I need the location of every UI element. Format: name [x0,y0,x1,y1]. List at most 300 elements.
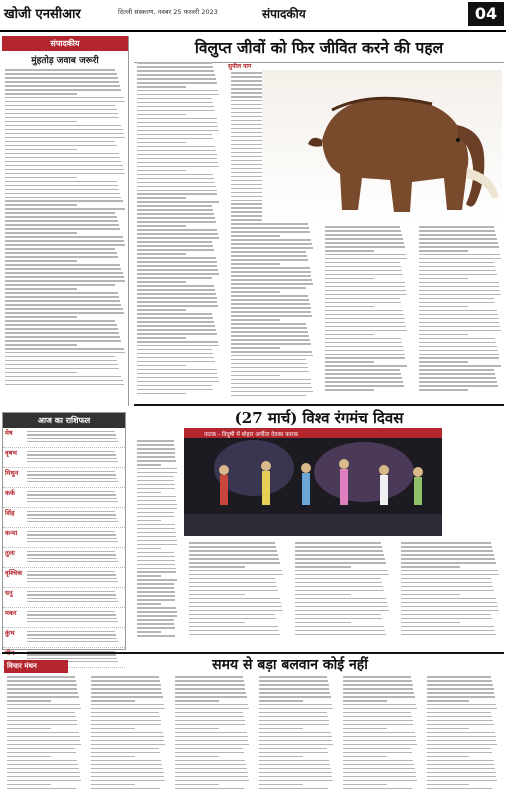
text-line [189,626,278,628]
editorial-headline: मुंहतोड़ जवाब जरूरी [31,56,99,66]
text-line [91,708,165,710]
text-line [91,760,161,762]
text-line [27,641,118,642]
text-line [5,137,125,139]
bottom-story-text [172,676,252,789]
text-line [343,724,413,726]
text-line [427,784,469,786]
text-line [5,117,119,119]
text-line [137,170,186,172]
text-line [419,250,468,252]
text-line [5,169,124,171]
text-line [137,78,216,80]
text-line [5,89,121,91]
text-line [5,384,124,386]
text-line [259,776,332,778]
text-line [137,297,217,299]
text-line [175,684,245,686]
text-line [5,304,121,306]
text-line [137,611,177,613]
text-line [325,326,406,328]
text-line [91,688,161,690]
text-line [5,348,124,350]
text-line [137,182,215,184]
text-line [419,361,468,363]
text-line [7,688,77,690]
text-line [137,389,213,391]
text-line [137,233,218,235]
text-line [137,385,212,387]
text-line [401,542,491,544]
text-line [137,552,174,554]
text-line [231,279,312,281]
text-line [5,177,77,179]
text-line [427,684,493,686]
text-line [259,708,333,710]
text-line [259,728,303,730]
editorial-text [2,69,128,385]
text-line [189,554,278,556]
text-line [343,788,412,790]
text-line [137,480,174,482]
text-line [401,558,495,560]
text-line [401,566,460,568]
text-line [5,109,117,111]
rashi-name: कर्क [5,489,15,497]
text-line [137,516,174,518]
text-line [137,460,176,462]
text-line [343,772,416,774]
text-line [91,764,162,766]
text-line [175,708,249,710]
text-line [175,720,245,722]
text-line [137,341,218,343]
theatre-story-column [292,542,392,638]
text-line [427,700,469,702]
text-line [401,618,492,620]
text-line [295,598,386,600]
text-line [5,165,123,167]
newspaper-logo: खोजी एनसीआर [4,7,81,22]
text-line [7,780,81,782]
text-line [91,788,160,790]
text-line [27,594,116,595]
text-line [137,512,174,514]
text-line [175,752,244,754]
text-line [137,532,176,534]
text-line [419,310,497,312]
text-line [325,381,403,383]
text-line [137,74,215,76]
text-line [419,242,498,244]
text-line [137,174,213,176]
text-line [401,634,496,636]
text-line [427,708,497,710]
text-line [137,528,175,530]
text-line [419,234,496,236]
text-line [325,389,374,391]
rashi-text [27,529,123,546]
rashi-name: कन्या [5,529,18,537]
main-story-text [416,226,504,391]
text-line [5,256,118,258]
text-line [231,327,307,329]
text-line [343,712,411,714]
text-line [137,456,175,458]
text-line [137,90,218,92]
text-line [295,586,383,588]
text-line [27,598,117,599]
text-line [91,680,160,682]
bottom-story-column [340,676,420,792]
text-line [5,376,121,378]
editorial-column [2,36,129,406]
text-line [137,66,213,68]
text-line [175,716,244,718]
text-line [427,728,469,730]
text-line [137,62,212,64]
text-line [259,788,328,790]
text-line [231,347,280,349]
text-line [231,259,308,261]
text-line [419,262,494,264]
text-line [325,342,402,344]
text-line [231,251,306,253]
text-line [137,201,219,203]
text-line [91,732,163,734]
text-line [7,776,80,778]
text-line [137,325,215,327]
text-line [91,744,165,746]
text-line [419,226,494,228]
rashi-text [27,469,123,486]
text-line [137,142,186,144]
rashi-row [3,588,125,608]
text-line [295,626,384,628]
text-line [137,102,213,104]
text-line [137,337,186,339]
text-line [419,230,495,232]
text-line [137,448,175,450]
text-line [419,334,468,336]
text-line [175,680,244,682]
text-line [137,225,186,227]
text-line [343,700,387,702]
text-line [295,602,387,604]
text-line [343,740,416,742]
text-line [27,518,117,519]
text-line [91,712,159,714]
text-line [419,346,497,348]
theatre-headline: (27 मार्च) विश्व रंगमंच दिवस [134,404,504,428]
text-line [137,329,216,331]
text-line [27,551,115,552]
text-line [419,254,500,256]
text-line [343,720,413,722]
text-line [137,524,175,526]
text-line [175,712,243,714]
text-line [259,680,328,682]
text-line [259,784,303,786]
text-line [175,776,248,778]
text-line [189,586,277,588]
bottom-story-body [4,676,502,796]
text-line [419,342,496,344]
text-line [343,676,411,678]
text-line [27,638,117,639]
text-line [189,598,280,600]
text-line [325,266,401,268]
text-line [325,282,405,284]
text-line [189,606,282,608]
text-line [7,732,79,734]
text-line [5,380,123,382]
text-line [231,223,308,225]
main-story-column [322,226,410,393]
text-line [325,350,404,352]
text-line [325,258,407,260]
text-line [325,346,403,348]
text-line [7,756,51,758]
text-line [427,704,496,706]
text-line [27,491,115,492]
text-line [259,700,303,702]
text-line [5,240,124,242]
text-line [137,301,217,303]
text-line [189,630,279,632]
text-line [175,780,249,782]
text-line [27,494,116,495]
text-line [5,129,123,131]
text-line [137,178,214,180]
text-line [5,101,125,103]
text-line [325,262,400,264]
text-line [5,244,125,246]
text-line [401,610,499,612]
text-line [231,343,311,345]
text-line [259,720,329,722]
text-line [137,265,217,267]
text-line [27,561,118,562]
text-line [401,598,496,600]
text-line [27,631,115,632]
text-line [325,270,402,272]
text-line [5,69,115,71]
text-line [137,345,219,347]
text-line [189,550,277,552]
text-line [295,606,388,608]
text-line [427,788,492,790]
text-line [137,587,174,589]
text-line [295,562,386,564]
text-line [427,772,496,774]
text-line [401,630,495,632]
text-line [5,328,118,330]
rashifal-box [2,412,126,657]
bottom-story-text [256,676,336,789]
text-line [259,724,329,726]
text-line [419,274,497,276]
text-line [295,610,389,612]
text-line [5,121,77,123]
text-line [137,158,217,160]
text-line [137,245,213,247]
text-line [7,784,51,786]
text-line [137,98,212,100]
text-line [343,776,416,778]
text-line [137,575,161,577]
text-line [325,298,400,300]
text-line [5,292,118,294]
text-line [137,377,218,379]
text-line [427,736,496,738]
text-line [325,278,374,280]
text-line [343,780,417,782]
main-story-text [322,226,410,391]
text-line [343,692,414,694]
text-line [5,161,121,163]
text-line [7,700,51,702]
text-line [401,626,494,628]
text-line [137,472,177,474]
text-line [325,369,400,371]
text-line [231,291,280,293]
text-line [325,226,400,228]
text-line [231,359,306,361]
text-line [5,145,117,147]
text-line [5,368,119,370]
text-line [5,216,117,218]
text-line [7,760,77,762]
text-line [27,531,115,532]
text-line [343,784,387,786]
text-line [419,258,501,260]
text-line [401,554,494,556]
text-line [5,73,117,75]
text-line [137,373,217,375]
text-line [137,241,212,243]
text-line [189,590,278,592]
text-line [7,788,76,790]
text-line [5,372,77,374]
text-line [259,764,330,766]
text-line [137,607,176,609]
text-line [137,285,214,287]
rashi-row [3,548,125,568]
text-line [137,150,216,152]
text-line [189,602,281,604]
text-line [91,728,135,730]
rashi-row [3,528,125,548]
text-line [401,622,460,624]
text-line [259,696,331,698]
text-line [343,716,412,718]
text-line [259,744,333,746]
text-line [189,582,276,584]
text-line [325,310,403,312]
text-line [5,224,119,226]
text-line [231,243,312,245]
text-line [427,692,494,694]
text-line [137,365,186,367]
text-line [419,373,495,375]
text-line [295,618,382,620]
text-line [7,764,78,766]
text-line [401,562,496,564]
text-line [137,564,175,566]
text-line [5,344,77,346]
text-line [137,293,216,295]
text-line [137,82,217,84]
text-line [91,776,164,778]
text-line [427,756,469,758]
text-line [7,712,75,714]
rashi-name: कुंभ [5,629,15,637]
text-line [137,86,186,88]
text-line [91,684,161,686]
text-line [137,568,176,570]
text-line [401,550,493,552]
text-line [27,461,118,462]
text-line [419,278,468,280]
text-line [325,373,401,375]
text-line [231,255,307,257]
text-line [325,385,404,387]
text-line [91,748,159,750]
text-line [325,357,405,359]
text-line [137,146,215,148]
text-line [7,752,76,754]
text-line [325,238,403,240]
text-line [419,298,494,300]
text-line [175,676,243,678]
text-line [231,247,313,249]
text-line [343,696,415,698]
text-line [91,676,159,678]
theatre-story-text [398,542,502,635]
text-line [27,618,117,619]
text-line [231,283,313,285]
text-line [231,331,308,333]
text-line [419,354,499,356]
text-line [5,264,120,266]
text-line [137,500,176,502]
text-line [189,558,279,560]
text-line [5,356,115,358]
rashi-text [27,569,123,586]
text-line [5,204,77,206]
text-line [325,254,406,256]
text-line [137,504,177,506]
text-line [419,365,501,367]
text-line [231,311,311,313]
text-line [5,332,119,334]
text-line [231,267,310,269]
bottom-story-column [256,676,336,792]
text-line [295,574,389,576]
text-line [343,684,413,686]
rashi-text [27,449,123,466]
text-line [91,736,164,738]
text-line [231,235,280,237]
text-line [5,181,117,183]
text-line [5,364,118,366]
text-line [427,680,492,682]
text-line [325,365,407,367]
rashi-row [3,568,125,588]
text-line [343,752,412,754]
text-line [5,272,123,274]
